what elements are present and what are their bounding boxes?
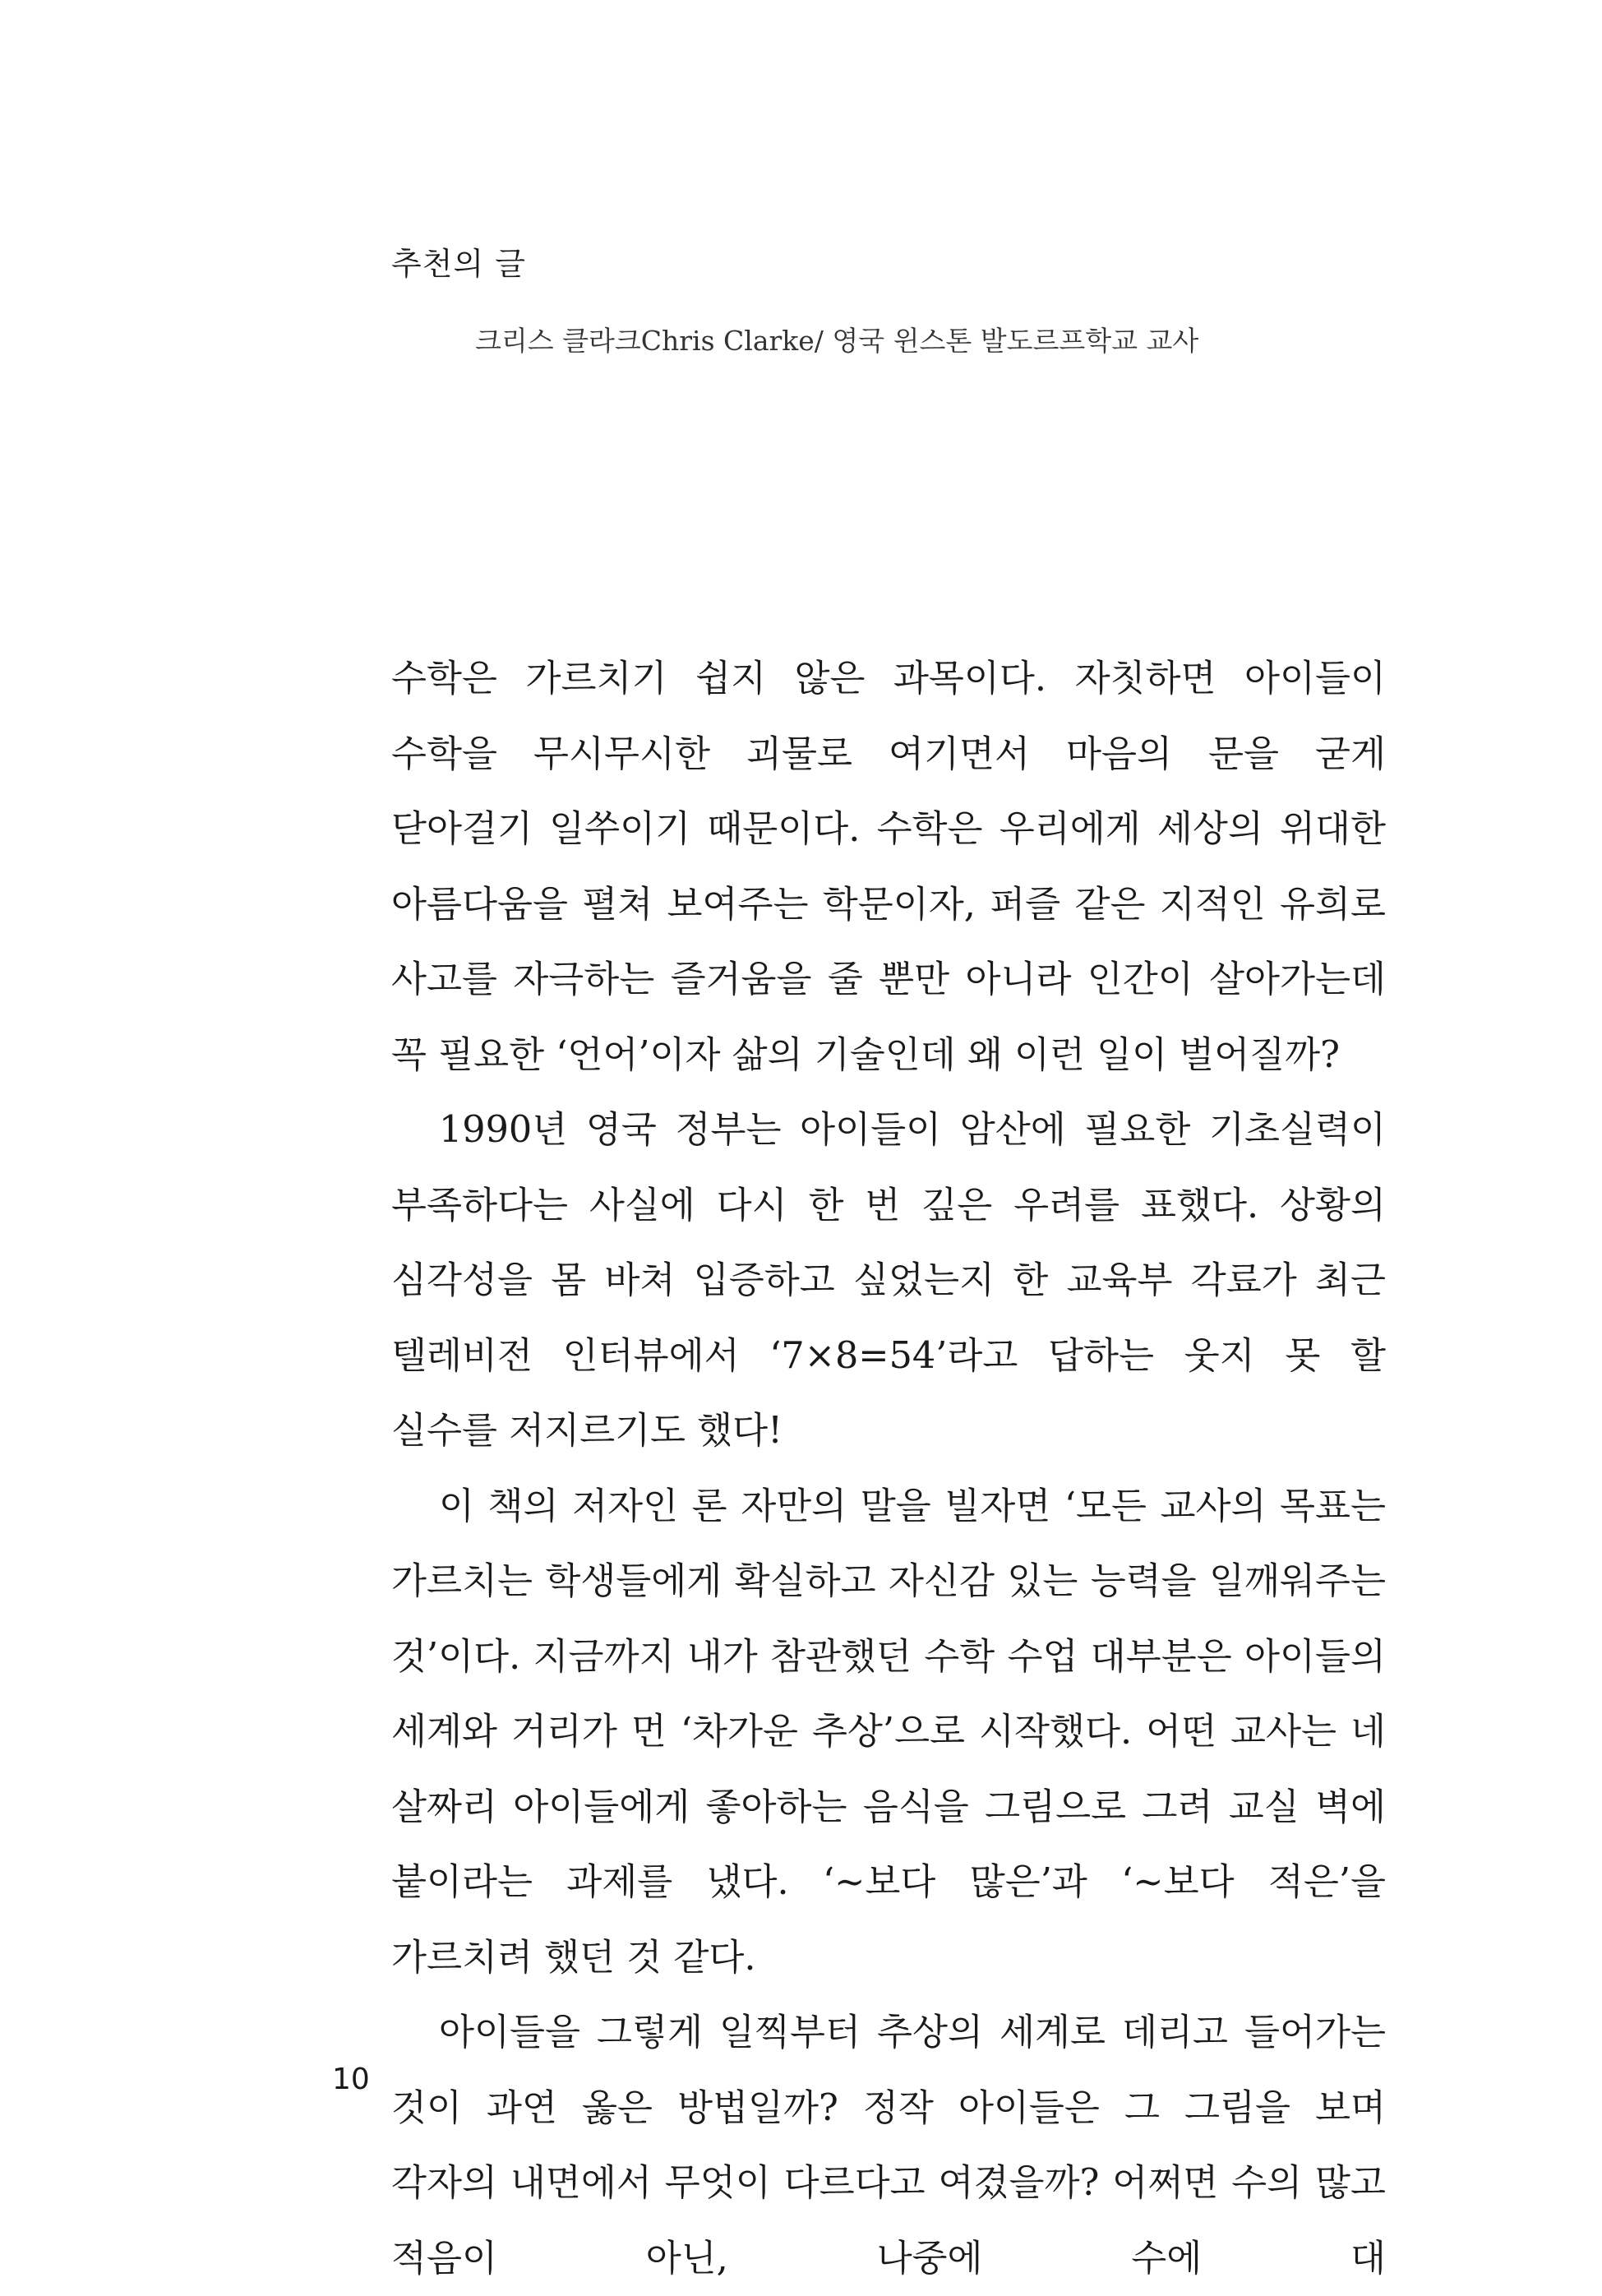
section-label: 추천의 글 bbox=[391, 246, 526, 282]
paragraph-2: 1990년 영국 정부는 아이들이 암산에 필요한 기초실력이 부족하다는 사실에 다시 한 번 깊은 우려를 표했다. 상황의 심각성을 몸 바쳐 입증하고 싶었는지 한 교육부 각료가 최근 텔레비전 인터뷰에서 ‘7×8=54’라고 답하는 웃지 못 할 실수를 저지르기도 했다! bbox=[391, 1109, 1386, 1452]
page-number: 10 bbox=[332, 2063, 370, 2096]
body-text bbox=[391, 641, 1386, 2296]
paragraph-4: 아이들을 그렇게 일찍부터 추상의 세계로 데리고 들어가는 것이 과연 옳은 방법일까? 정작 아이들은 그 그림을 보며 각자의 내면에서 무엇이 다르다고 여겼을까? 어쩌면 수의 많고 적음이 아닌, 나중에 수에 대 bbox=[391, 2012, 1386, 2280]
paragraph-3: 이 책의 저자인 론 자만의 말을 빌자면 ‘모든 교사의 목표는 가르치는 학생들에게 확실하고 자신감 있는 능력을 일깨워주는 것’이다. 지금까지 내가 참관했던 수학 수업 대부분은 아이들의 세계와 거리가 먼 ‘차가운 추상’으로 시작했다. 어떤 교사는 네 살짜리 아이들에게 좋아하는 음식을 그림으로 그려 교실 벽에 붙이라는 과제를 냈다. ‘~보다 많은’과 ‘~보다 적은’을 가르치려 했던 것 같다. bbox=[391, 1485, 1386, 1979]
author-byline: 크리스 클라크Chris Clarke/ 영국 윈스톤 발도르프학교 교사 bbox=[475, 325, 1199, 357]
paragraph-1: 수학은 가르치기 쉽지 않은 과목이다. 자칫하면 아이들이 수학을 무시무시한 괴물로 여기면서 마음의 문을 굳게 닫아걸기 일쑤이기 때문이다. 수학은 우리에게 세상의 위대한 아름다움을 펼쳐 보여주는 학문이자, 퍼즐 같은 지적인 유희로 사고를 자극하는 즐거움을 줄 뿐만 아니라 인간이 살아가는데 꼭 필요한 ‘언어’이자 삶의 기술인데 왜 이런 일이 벌어질까? bbox=[391, 658, 1386, 1076]
